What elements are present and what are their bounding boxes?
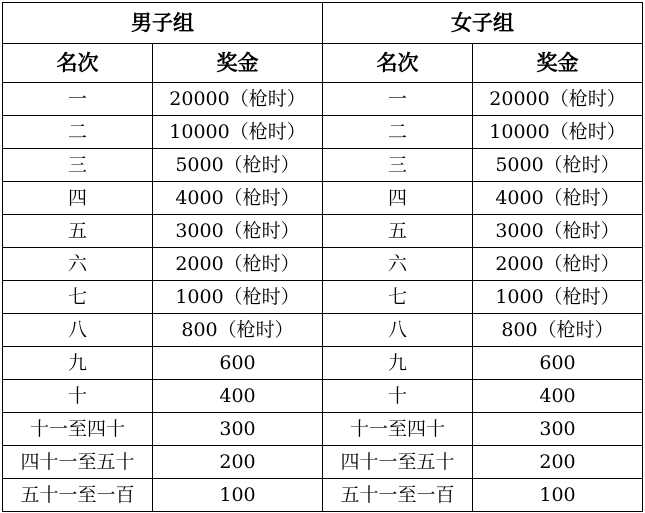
women-prize-cell: 5000（枪时） [473, 149, 643, 182]
men-rank-cell: 四 [3, 182, 153, 215]
men-prize-cell: 20000（枪时） [153, 83, 323, 116]
women-prize-cell: 100 [473, 479, 643, 512]
men-group-title: 男子组 [3, 3, 323, 44]
men-prize-cell: 200 [153, 446, 323, 479]
women-rank-cell: 十一至四十 [323, 413, 473, 446]
women-prize-cell: 200 [473, 446, 643, 479]
women-rank-cell: 二 [323, 116, 473, 149]
women-prize-cell: 4000（枪时） [473, 182, 643, 215]
men-prize-cell: 3000（枪时） [153, 215, 323, 248]
men-rank-cell: 八 [3, 314, 153, 347]
table-row [3, 479, 643, 512]
men-prize-cell: 2000（枪时） [153, 248, 323, 281]
men-prize-cell: 1000（枪时） [153, 281, 323, 314]
women-prize-cell: 600 [473, 347, 643, 380]
women-group-title: 女子组 [323, 3, 643, 44]
men-rank-cell: 七 [3, 281, 153, 314]
women-prize-cell: 20000（枪时） [473, 83, 643, 116]
women-rank-cell: 十 [323, 380, 473, 413]
women-prize-cell: 1000（枪时） [473, 281, 643, 314]
women-rank-cell: 八 [323, 314, 473, 347]
men-rank-cell: 九 [3, 347, 153, 380]
women-prize-cell: 400 [473, 380, 643, 413]
table-row [3, 347, 643, 380]
men-prize-cell: 300 [153, 413, 323, 446]
men-prize-cell: 400 [153, 380, 323, 413]
men-prize-cell: 10000（枪时） [153, 116, 323, 149]
women-rank-cell: 五十一至一百 [323, 479, 473, 512]
table-row [3, 281, 643, 314]
men-rank-cell: 五十一至一百 [3, 479, 153, 512]
women-rank-cell: 四 [323, 182, 473, 215]
column-header-row [3, 44, 643, 83]
table-row [3, 380, 643, 413]
men-prize-header: 奖金 [153, 44, 323, 83]
men-rank-header: 名次 [3, 44, 153, 83]
women-prize-cell: 3000（枪时） [473, 215, 643, 248]
men-prize-cell: 5000（枪时） [153, 149, 323, 182]
men-rank-cell: 十一至四十 [3, 413, 153, 446]
men-prize-cell: 100 [153, 479, 323, 512]
table-row [3, 149, 643, 182]
men-prize-cell: 600 [153, 347, 323, 380]
women-rank-cell: 七 [323, 281, 473, 314]
women-prize-cell: 300 [473, 413, 643, 446]
women-prize-header: 奖金 [473, 44, 643, 83]
men-rank-cell: 二 [3, 116, 153, 149]
men-prize-cell: 4000（枪时） [153, 182, 323, 215]
women-rank-cell: 四十一至五十 [323, 446, 473, 479]
prize-table [2, 2, 643, 512]
women-prize-cell: 800（枪时） [473, 314, 643, 347]
men-rank-cell: 十 [3, 380, 153, 413]
women-prize-cell: 10000（枪时） [473, 116, 643, 149]
women-prize-cell: 2000（枪时） [473, 248, 643, 281]
table-row [3, 83, 643, 116]
men-rank-cell: 一 [3, 83, 153, 116]
men-rank-cell: 三 [3, 149, 153, 182]
table-row [3, 446, 643, 479]
men-rank-cell: 五 [3, 215, 153, 248]
women-rank-cell: 六 [323, 248, 473, 281]
men-prize-cell: 800（枪时） [153, 314, 323, 347]
men-rank-cell: 六 [3, 248, 153, 281]
women-rank-cell: 一 [323, 83, 473, 116]
table-row [3, 413, 643, 446]
table-row [3, 215, 643, 248]
table-row [3, 248, 643, 281]
women-rank-cell: 五 [323, 215, 473, 248]
women-rank-header: 名次 [323, 44, 473, 83]
women-rank-cell: 九 [323, 347, 473, 380]
prize-table-container [2, 2, 642, 510]
women-rank-cell: 三 [323, 149, 473, 182]
table-row [3, 182, 643, 215]
table-row [3, 116, 643, 149]
men-rank-cell: 四十一至五十 [3, 446, 153, 479]
group-header-row [3, 3, 643, 44]
table-row [3, 314, 643, 347]
